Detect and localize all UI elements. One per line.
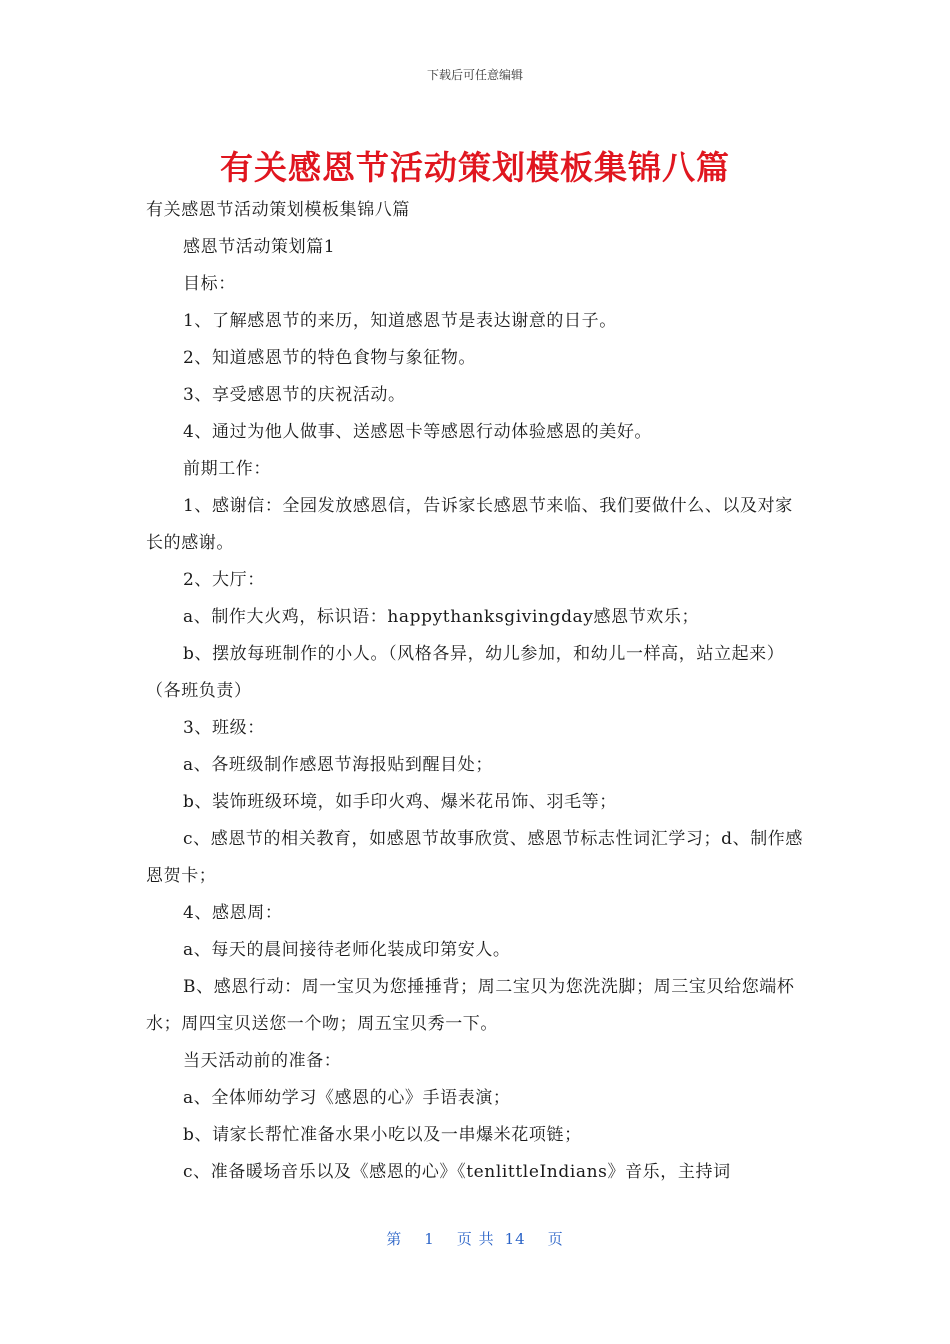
paragraph: 目标： (183, 274, 236, 294)
paragraph: B、感恩行动：周一宝贝为您捶捶背；周二宝贝为您洗洗脚；周三宝贝给您端杯水；周四宝贝送您一个吻；周五宝贝秀一下。 (146, 977, 795, 1034)
paragraph: 感恩节活动策划篇1 (183, 237, 336, 257)
paragraph: 4、通过为他人做事、送感恩卡等感恩行动体验感恩的美好。 (183, 422, 653, 442)
paragraph: 前期工作： (183, 459, 271, 479)
paragraph: 3、班级： (183, 718, 265, 738)
page-total: 14 (504, 1230, 526, 1248)
paragraph: c、准备暖场音乐以及《感恩的心》《tenlittleIndians》音乐，主持词 (183, 1162, 731, 1182)
paragraph: 1、感谢信：全园发放感恩信，告诉家长感恩节来临、我们要做什么、以及对家长的感谢。 (146, 496, 793, 553)
header-note: 下载后可任意编辑 (426, 68, 523, 82)
paragraph: a、各班级制作感恩节海报贴到醒目处； (183, 755, 493, 775)
paragraph: b、摆放每班制作的小人。（风格各异，幼儿参加，和幼儿一样高，站立起来）（各班负责） (146, 644, 785, 701)
paragraph: a、全体师幼学习《感恩的心》手语表演； (183, 1088, 511, 1108)
page-label-prefix: 第 (386, 1230, 403, 1248)
page-current: 1 (424, 1230, 435, 1248)
paragraph: 2、大厅： (183, 570, 265, 590)
paragraph: b、请家长帮忙准备水果小吃以及一串爆米花项链； (183, 1125, 582, 1145)
paragraph: 有关感恩节活动策划模板集锦八篇 (146, 200, 410, 220)
paragraph: 1、了解感恩节的来历，知道感恩节是表达谢意的日子。 (183, 311, 617, 331)
paragraph: b、装饰班级环境，如手印火鸡、爆米花吊饰、羽毛等； (183, 792, 617, 812)
page-label-suffix: 页 (547, 1230, 564, 1248)
paragraph: a、制作大火鸡，标识语：happythanksgivingday感恩节欢乐； (183, 607, 700, 627)
paragraph: 3、享受感恩节的庆祝活动。 (183, 385, 406, 405)
page-label-mid: 页 共 (456, 1230, 495, 1248)
page-footer (0, 1228, 950, 1249)
paragraph: 2、知道感恩节的特色食物与象征物。 (183, 348, 477, 368)
document-body (146, 192, 806, 1191)
document-title: 有关感恩节活动策划模板集锦八篇 (220, 148, 730, 187)
paragraph: 当天活动前的准备： (183, 1051, 342, 1071)
paragraph: c、感恩节的相关教育，如感恩节故事欣赏、感恩节标志性词汇学习；d、制作感恩贺卡； (146, 829, 804, 886)
paragraph: 4、感恩周： (183, 903, 283, 923)
paragraph: a、每天的晨间接待老师化装成印第安人。 (183, 940, 511, 960)
